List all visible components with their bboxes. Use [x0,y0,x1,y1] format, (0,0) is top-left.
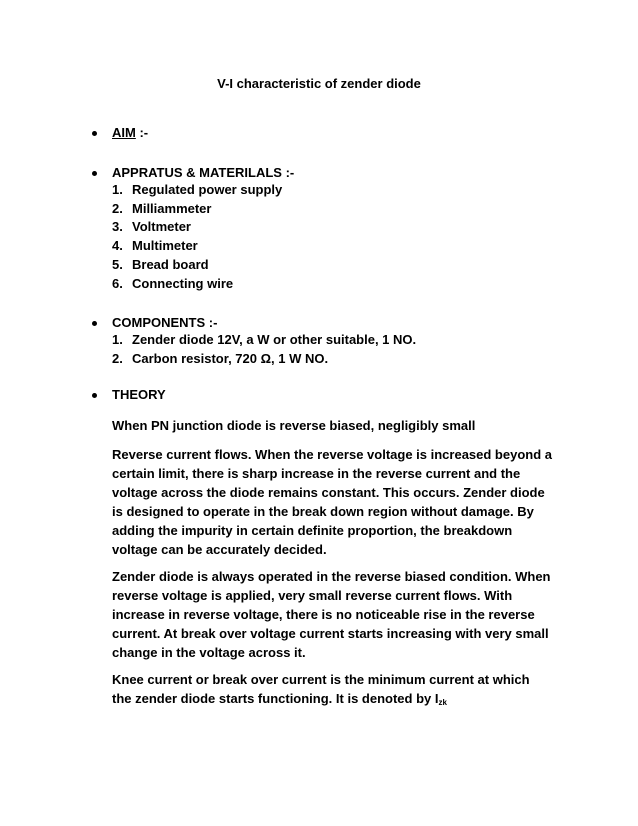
theory-heading: THEORY [112,387,166,402]
list-item: 6. Connecting wire [112,275,234,291]
aim-suffix: :- [135,125,149,140]
list-item: 5. Bread board [112,256,209,272]
list-item: 3. Voltmeter [112,219,191,235]
list-item: 1. Regulated power supply [112,182,283,197]
list-item: 2. Milliammeter [112,200,212,216]
list-item: 2. Carbon resistor, 720 Ω, 1 W NO. [112,350,329,366]
theory-paragraph-1: Reverse current flows. When the reverse voltage is increased beyond a certain limit, there is sharp increase in the reverse current and the voltage across the diode remains constant. This occurs. Zender diode is designed to operate in the break down region without damage. By adding the impurity in certain definite proportion, the breakdown voltage can be accurately decided. [112,447,553,557]
theory-paragraph-3: Knee current or break over current is the minimum current at which the zender diode starts functioning. It is denoted by $I_{zk}$ [112,672,530,707]
knee-current-subscript: zk [438,698,447,707]
bullet-icon [92,321,97,326]
bullet-icon [92,171,97,176]
theory-paragraph-2: Zender diode is always operated in the reverse biased condition. When reverse voltage is applied, very small reverse current flows. With increase in reverse voltage, there is no noticeable rise in the reverse current. At break over voltage current starts increasing with very small change in the voltage across it. [112,569,551,660]
bullet-icon [92,131,97,136]
components-list [112,331,416,368]
bullet-icon [92,393,97,398]
list-item: 4. Multimeter [112,238,198,254]
list-item: 1. Zender diode 12V, a W or other suitable, 1 NO. [112,332,417,347]
apparatus-list [112,181,282,293]
aim-heading: AIM [112,125,136,140]
components-heading: COMPONENTS :- [112,315,218,330]
page-title: V-I characteristic of zender diode [217,76,421,91]
theory-intro: When PN junction diode is reverse biased, negligibly small [112,418,476,433]
apparatus-heading: APPRATUS & MATERILALS :- [112,165,295,180]
